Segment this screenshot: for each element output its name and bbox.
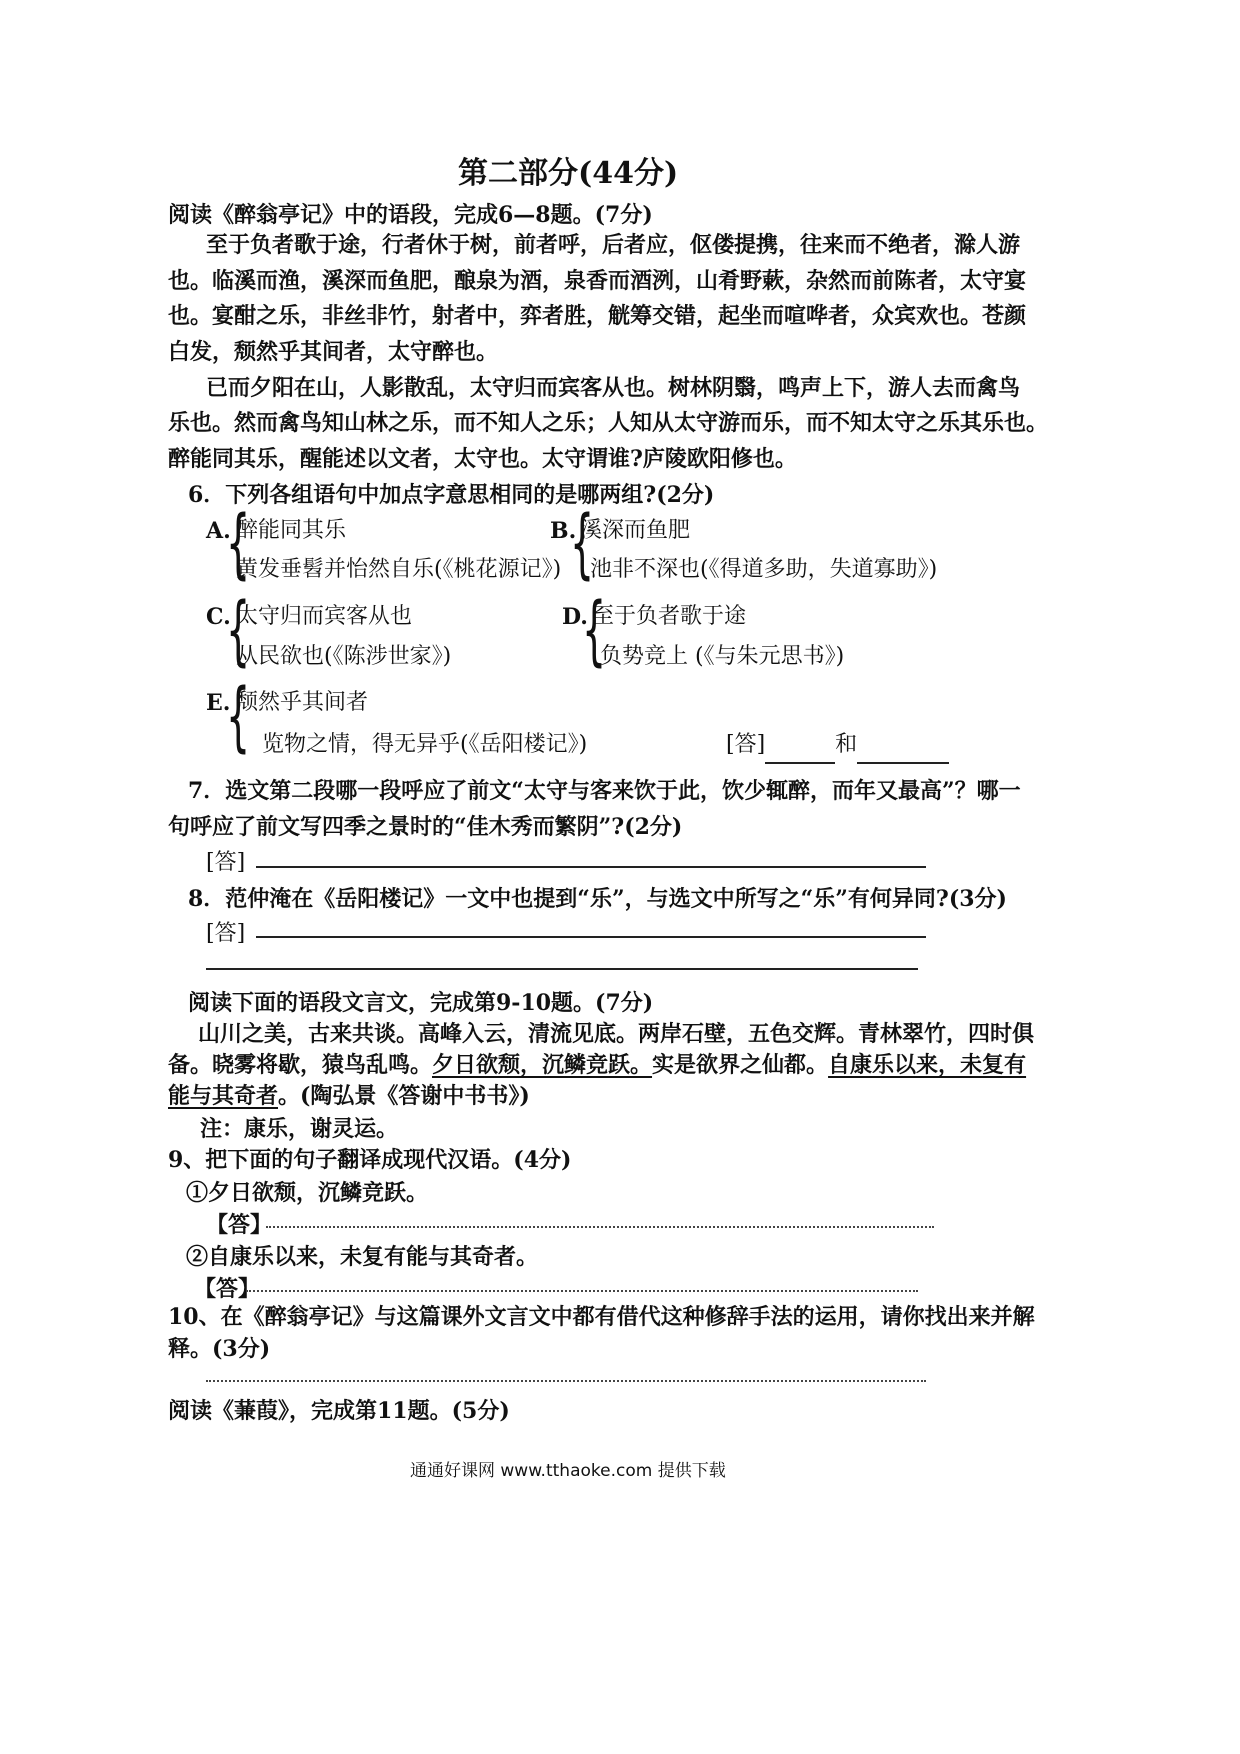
q6-option-e-line2: 览物之情，得无异乎(《岳阳楼记》) xyxy=(262,732,588,757)
passage2-intro: 阅读下面的语段文言文，完成第9-10题。(7分) xyxy=(188,990,654,1016)
answer-blank-2[interactable] xyxy=(857,740,949,764)
passage2-note: 注：康乐，谢灵运。 xyxy=(200,1116,399,1142)
q6-option-d-label: D. xyxy=(562,604,588,630)
passage2-line: 能与其奇者。(陶弘景《答谢中书书》) xyxy=(168,1083,530,1109)
q6-stem: 6．下列各组语句中加点字意思相同的是哪两组?(2分) xyxy=(188,482,715,508)
q7-answer-line[interactable] xyxy=(256,866,926,868)
q6-option-b-line1: 溪深而鱼肥 xyxy=(580,518,691,543)
answer-label: [答] xyxy=(726,732,766,757)
q8-stem: 8．范仲淹在《岳阳楼记》一文中也提到“乐”，与选文中所写之“乐”有何异同?(3分) xyxy=(188,886,1007,912)
q6-option-c-line2: 从民欲也(《陈涉世家》) xyxy=(236,644,452,669)
q8-answer-line[interactable] xyxy=(206,968,918,970)
q6-option-b-label: B. xyxy=(550,518,577,544)
q6-option-d-line1: 至于负者歌于途 xyxy=(592,604,747,629)
q7-line2: 句呼应了前文写四季之景时的“佳木秀而繁阴”?(2分) xyxy=(168,814,683,840)
passage1-line: 也。宴酣之乐，非丝非竹，射者中，弈者胜，觥筹交错，起坐而喧哗者，众宾欢也。苍颜 xyxy=(168,303,1027,329)
passage1-line: 白发，颓然乎其间者，太守醉也。 xyxy=(168,339,499,365)
q7-line1: 7．选文第二段哪一段呼应了前文“太守与客来饮于此，饮少辄醉，而年又最高”？哪一 xyxy=(188,778,1021,804)
q6-option-e-line1: 颓然乎其间者 xyxy=(236,690,369,715)
q9-answer-label-1: 【答】 xyxy=(206,1212,273,1238)
q6-option-c-line1: 太守归而宾客从也 xyxy=(236,604,413,629)
q6-option-a-line1: 醉能同其乐 xyxy=(236,518,347,543)
brace-icon: { xyxy=(226,585,251,674)
q6-option-e-label: E. xyxy=(206,690,231,716)
q9-stem: 9、把下面的句子翻译成现代汉语。(4分) xyxy=(168,1147,572,1173)
q6-answer[interactable] xyxy=(726,726,949,764)
q6-option-a-line2: 黄发垂髫并怡然自乐(《桃花源记》) xyxy=(236,557,562,582)
q10-line1: 10、在《醉翁亭记》与这篇课外文言文中都有借代这种修辞手法的运用，请你找出来并解 xyxy=(168,1304,1035,1330)
passage1-line: 至于负者歌于途，行者休于树，前者呼，后者应，伛偻提携，往来而不绝者，滁人游 xyxy=(206,232,1021,258)
q10-line2: 释。(3分) xyxy=(168,1336,271,1362)
brace-icon: { xyxy=(226,671,251,760)
q10-answer-line[interactable] xyxy=(206,1380,926,1382)
page-title: 第二部分(44分) xyxy=(458,156,679,191)
brace-icon: { xyxy=(570,498,595,587)
footer-text: 通通好课网 www.tthaoke.com 提供下载 xyxy=(410,1461,726,1481)
q9-sentence-2: ②自康乐以来，未复有能与其奇者。 xyxy=(186,1244,539,1270)
passage1-line: 乐也。然而禽鸟知山林之乐，而不知人之乐；人知从太守游而乐，而不知太守之乐其乐也。 xyxy=(168,410,1049,436)
passage3-intro: 阅读《蒹葭》，完成第11题。(5分) xyxy=(168,1398,510,1424)
q6-option-a-label: A. xyxy=(206,518,231,544)
brace-icon: { xyxy=(582,585,607,674)
q6-option-c-label: C. xyxy=(206,604,231,630)
q9-answer-line-2[interactable] xyxy=(246,1290,918,1292)
q7-answer-label: [答] xyxy=(206,850,246,875)
q8-answer-label: [答] xyxy=(206,921,246,946)
passage1-line: 也。临溪而渔，溪深而鱼肥，酿泉为酒，泉香而酒洌，山肴野蔌，杂然而前陈者，太守宴 xyxy=(168,268,1027,294)
q9-sentence-1: ①夕日欲颓，沉鳞竞跃。 xyxy=(186,1180,429,1206)
passage2-line: 山川之美，古来共谈。高峰入云，清流见底。两岸石壁，五色交辉。青林翠竹，四时俱 xyxy=(198,1021,1035,1047)
brace-icon: { xyxy=(226,498,251,587)
passage1-line: 已而夕阳在山，人影散乱，太守归而宾客从也。树林阴翳，鸣声上下，游人去而禽鸟 xyxy=(206,375,1021,401)
q6-option-b-line2: 池非不深也(《得道多助，失道寡助》) xyxy=(590,557,938,582)
q9-answer-label-2: 【答】 xyxy=(194,1276,261,1302)
q8-answer-line[interactable] xyxy=(256,936,926,938)
answer-blank-1[interactable] xyxy=(765,740,835,764)
passage1-line: 醉能同其乐，醒能述以文者，太守也。太守谓谁?庐陵欧阳修也。 xyxy=(168,446,797,472)
q6-option-d-line2: 负势竞上 (《与朱元思书》) xyxy=(600,644,845,669)
q9-answer-line-1[interactable] xyxy=(266,1226,934,1228)
passage1-intro: 阅读《醉翁亭记》中的语段，完成6—8题。(7分) xyxy=(168,202,653,228)
passage2-line: 备。晓雾将歇，猿鸟乱鸣。夕日欲颓，沉鳞竞跃。实是欲界之仙都。自康乐以来，未复有 xyxy=(168,1052,1027,1078)
and-label: 和 xyxy=(835,732,858,757)
